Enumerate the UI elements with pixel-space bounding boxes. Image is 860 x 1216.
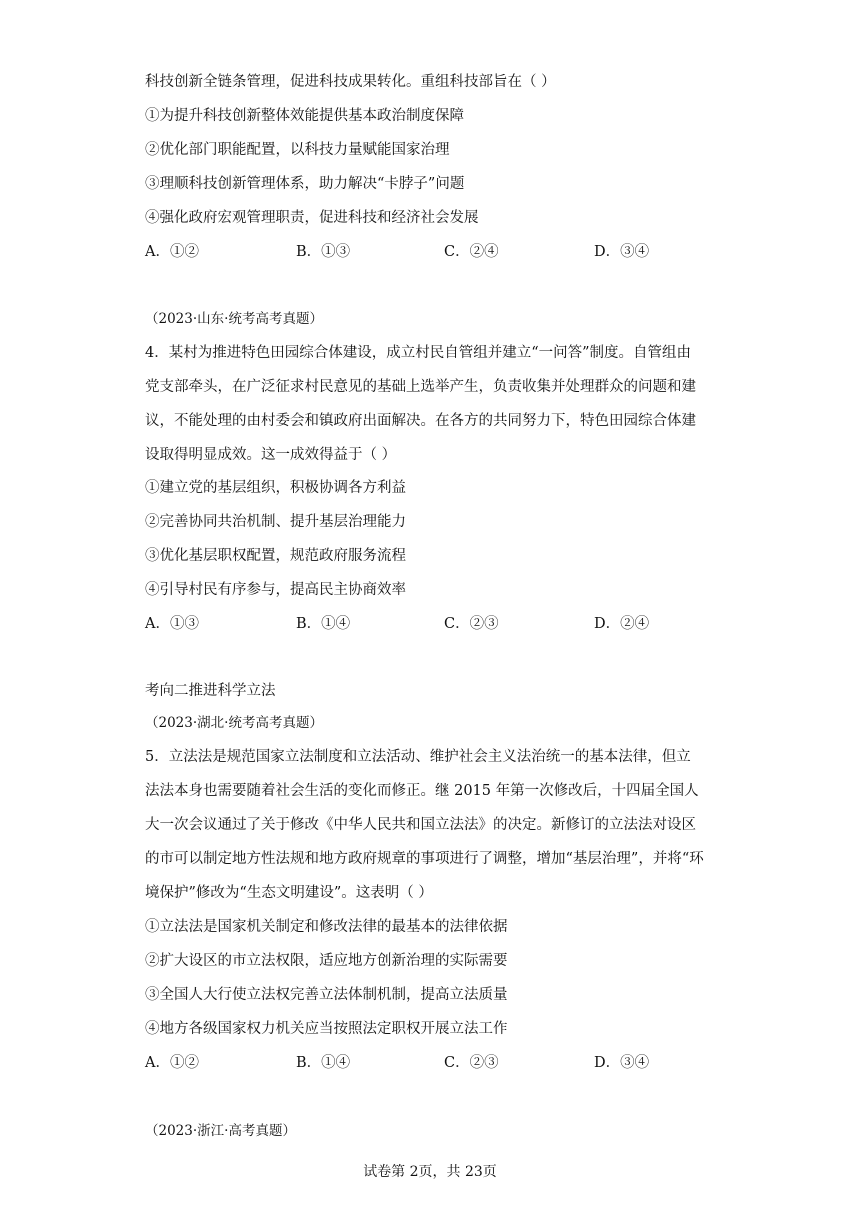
q5-option-d: D．③④: [594, 1055, 650, 1071]
q5-item-2: ②扩大设区的市立法权限，适应地方创新治理的实际需要: [145, 953, 508, 969]
q4-option-b: B．①④: [296, 616, 351, 632]
q3-option-a: A．①②: [145, 244, 199, 260]
q5-item-1: ①立法法是国家机关制定和修改法律的最基本的法律依据: [145, 919, 508, 935]
q4-source: （2023·山东·统考高考真题）: [145, 311, 323, 327]
q4-item-1: ①建立党的基层组织，积极协调各方利益: [145, 480, 406, 496]
q5-option-c: C．②③: [444, 1055, 499, 1071]
q5-source: （2023·湖北·统考高考真题）: [145, 715, 323, 731]
q3-option-d: D．③④: [594, 244, 650, 260]
q4-stem-line-4: 设取得明显成效。这一成效得益于（ ）: [145, 447, 397, 463]
page-footer: 试卷第 2页，共 23页: [363, 1164, 497, 1180]
q4-stem-line-3: 议，不能处理的由村委会和镇政府出面解决。在各方的共同努力下，特色田园综合体建: [145, 413, 696, 429]
q3-option-b: B．①③: [296, 244, 351, 260]
q4-stem-line-1: 4．某村为推进特色田园综合体建设，成立村民自管组并建立“一问答”制度。自管组由: [145, 345, 692, 361]
q5-item-4: ④地方各级国家权力机关应当按照法定职权开展立法工作: [145, 1021, 508, 1037]
q3-item-3: ③理顺科技创新管理体系，助力解决“卡脖子”问题: [145, 176, 465, 192]
q3-item-2: ②优化部门职能配置，以科技力量赋能国家治理: [145, 142, 450, 158]
q5-stem-line-4: 的市可以制定地方性法规和地方政府规章的事项进行了调整，增加“基层治理”，并将“环: [145, 851, 704, 867]
q5-stem-line-1: 5．立法法是规范国家立法制度和立法活动、维护社会主义法治统一的基本法律，但立: [145, 749, 691, 765]
q5-option-a: A．①②: [145, 1055, 199, 1071]
q4-item-2: ②完善协同共治机制、提升基层治理能力: [145, 514, 406, 530]
q4-stem-line-2: 党支部牵头，在广泛征求村民意见的基础上选举产生，负责收集并处理群众的问题和建: [145, 379, 696, 395]
q4-option-c: C．②③: [444, 616, 499, 632]
q5-option-b: B．①④: [296, 1055, 351, 1071]
q5-item-3: ③全国人大行使立法权完善立法体制机制，提高立法质量: [145, 987, 508, 1003]
q4-item-4: ④引导村民有序参与，提高民主协商效率: [145, 582, 406, 598]
q6-source: （2023·浙江·高考真题）: [145, 1123, 296, 1139]
section-title: 考向二推进科学立法: [145, 683, 276, 699]
q3-stem-tail: 科技创新全链条管理，促进科技成果转化。重组科技部旨在（ ）: [145, 74, 556, 90]
q3-option-c: C．②④: [444, 244, 499, 260]
q4-option-a: A．①③: [145, 616, 199, 632]
q4-option-d: D．②④: [594, 616, 650, 632]
q4-item-3: ③优化基层职权配置，规范政府服务流程: [145, 548, 406, 564]
q5-stem-line-5: 境保护”修改为“生态文明建设”。这表明（ ）: [145, 885, 433, 901]
q3-item-1: ①为提升科技创新整体效能提供基本政治制度保障: [145, 108, 464, 124]
q5-stem-line-3: 大一次会议通过了关于修改《中华人民共和国立法法》的决定。新修订的立法法对设区: [145, 817, 696, 833]
q5-stem-line-2: 法法本身也需要随着社会生活的变化而修正。继 2015 年第一次修改后，十四届全国人: [145, 783, 699, 799]
q3-item-4: ④强化政府宏观管理职责，促进科技和经济社会发展: [145, 210, 479, 226]
